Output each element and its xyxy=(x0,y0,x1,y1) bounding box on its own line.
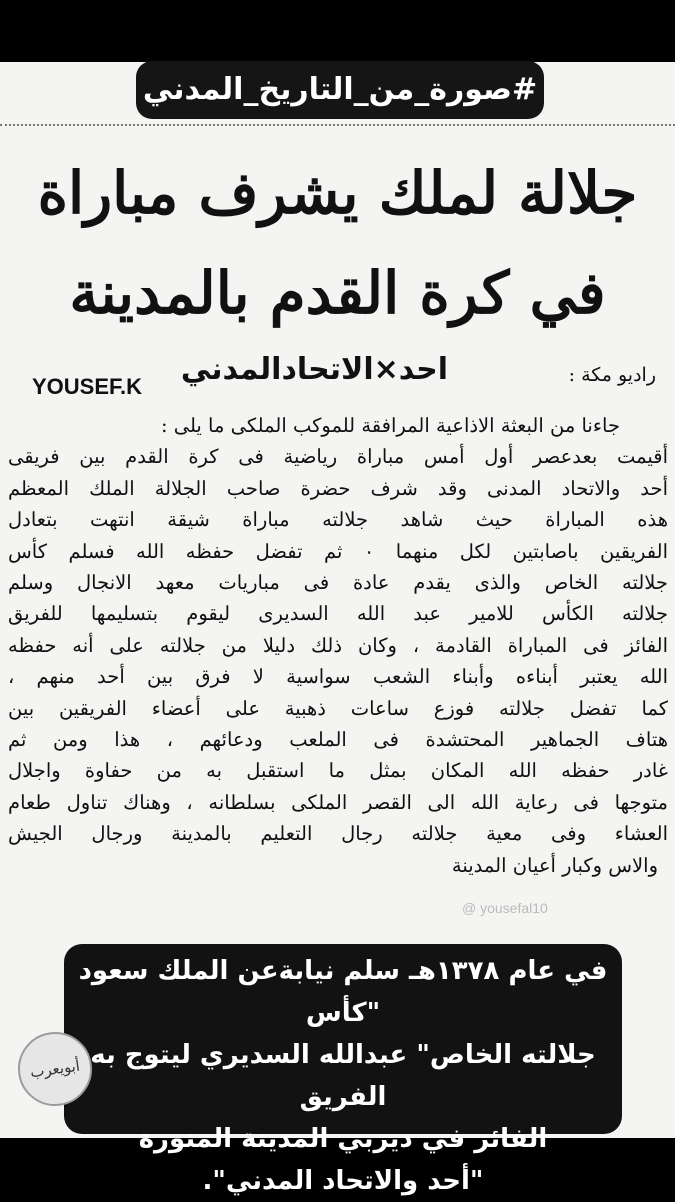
article-line: هتاف الجماهير المحتشدة فى الملعب ودعائهم ، هذا ومن ثم xyxy=(8,728,668,752)
author-seal-logo: أبويعرب xyxy=(13,1027,97,1111)
article-line: جلالته الخاص والذى يقدم عادة فى مباريات معهد الانجال وسلم xyxy=(8,571,668,595)
article-line: غادر حفظه الله المكان بمثل ما استقبل به من حفاوة واجلال xyxy=(8,759,668,783)
article-line: العشاء وفى معية جلالته رجال التعليم بالمدينة ورجال الجيش xyxy=(8,822,668,846)
article-line: أقيمت بعدعصر أول أمس مباراة رياضية فى كرة القدم بين فريقى xyxy=(8,445,668,469)
article-line: الفائز فى المباراة القادمة ، وكان ذلك دليلا من جلالته على أنه حفظه xyxy=(8,633,668,657)
article-line: أحد والاتحاد المدنى وقد شرف حضرة صاحب الجلالة الملك المعظم xyxy=(8,476,668,500)
article-line: هذه المباراة حيث شاهد جلالته مباراة شيقة انتهت بتعادل xyxy=(8,508,668,532)
headline-line1: جلالة لملك يشرف مباراة xyxy=(37,159,638,227)
source-label: راديو مكة : xyxy=(568,364,656,386)
article-line: الفريقين باصابتين لكل منهما ٠ ثم تفضل حفظه الله فسلم كأس xyxy=(8,539,668,563)
caption-line: في عام ١٣٧٨هـ سلم نيابةعن الملك سعود "كأس xyxy=(78,956,608,1028)
article-line: الله يعتبر أبناءه وأبناء الشعب سواسية لا فرق بين أحد منهم ، xyxy=(8,665,668,689)
article-line: والاس وكبار أعيان المدينة xyxy=(451,853,658,877)
match-title: احد×الاتحادالمدني xyxy=(180,352,448,387)
watermark-name: YOUSEF.K xyxy=(32,374,143,399)
top-rule xyxy=(0,124,675,126)
hashtag-banner: #صورة_من_التاريخ_المدني xyxy=(136,61,544,119)
article-line: جاءنا من البعثة الاذاعية المرافقة للموكب الملكى ما يلى : xyxy=(160,414,620,437)
caption-line: "أحد والاتحاد المدني". xyxy=(202,1166,484,1196)
article-line: متوجها فى رعاية الله الى القصر الملكى بسلطانه ، وهناك تناول طعام xyxy=(8,790,668,814)
article-line: كما تفضل جلالته فوزع ساعات ذهبية على أعضاء الفريقين بين xyxy=(8,696,668,720)
caption-box xyxy=(64,944,622,1196)
caption-line: جلالته الخاص" عبدالله السديري ليتوج به الفريق xyxy=(90,1040,596,1112)
caption-line: الفائز في ديربي المدينة المنورة xyxy=(138,1124,548,1154)
article-body xyxy=(8,410,668,881)
social-handle-watermark: @ yousefal10 xyxy=(462,900,548,916)
article-line: جلالته الكأس للامير عبد الله السديرى ليقوم بتسليمها للفريق xyxy=(8,602,668,626)
headline-line2: في كرة القدم بالمدينة xyxy=(69,259,606,327)
